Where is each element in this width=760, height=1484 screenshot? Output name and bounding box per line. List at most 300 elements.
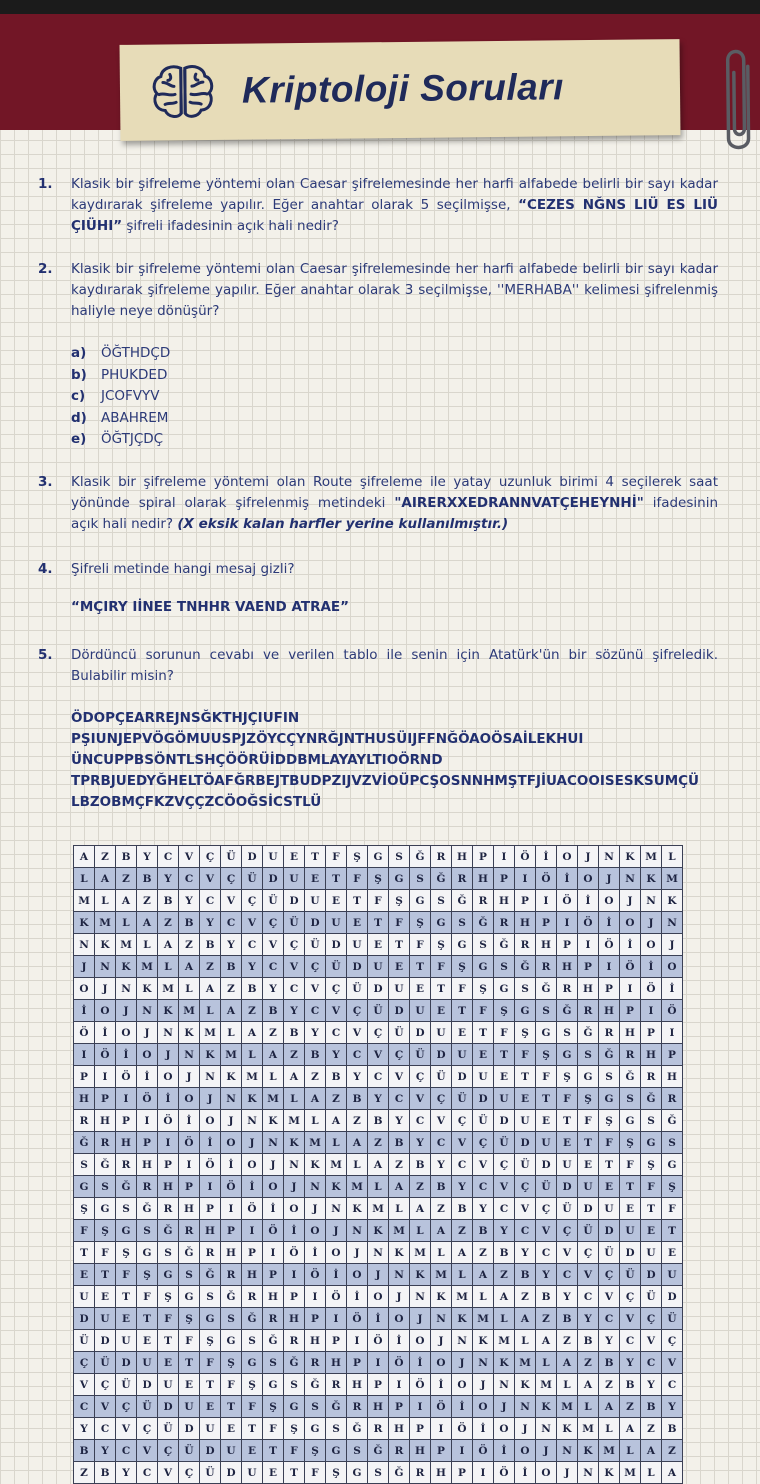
table-cell: T — [158, 1330, 179, 1352]
table-cell: Ç — [641, 1308, 662, 1330]
table-row — [74, 1022, 683, 1044]
table-cell: Ş — [305, 1440, 326, 1462]
table-cell: D — [641, 1264, 662, 1286]
table-cell: F — [305, 1462, 326, 1484]
table-cell: P — [116, 1110, 137, 1132]
table-cell: K — [410, 1264, 431, 1286]
table-cell: K — [221, 1066, 242, 1088]
table-cell: M — [305, 1132, 326, 1154]
table-cell: C — [116, 1440, 137, 1462]
table-cell: E — [473, 1044, 494, 1066]
table-row — [74, 890, 683, 912]
table-cell: E — [179, 1374, 200, 1396]
table-cell: U — [557, 1154, 578, 1176]
table-cell: D — [599, 1220, 620, 1242]
option-letter: c) — [71, 388, 86, 404]
table-cell: T — [515, 1066, 536, 1088]
table-cell: S — [578, 1044, 599, 1066]
table-row — [74, 1264, 683, 1286]
table-cell: Ü — [116, 1374, 137, 1396]
table-cell: Y — [410, 1132, 431, 1154]
table-cell: B — [179, 912, 200, 934]
cipher-line: PŞIUNJEPVÖGÖMUUSPJZÖYCÇYNRĞJNTHUSÜIJFFNĞÖAOÖSAİLEKHUI — [71, 731, 584, 747]
table-cell: Ç — [431, 1088, 452, 1110]
table-cell: E — [557, 1132, 578, 1154]
table-cell: M — [620, 1462, 641, 1484]
table-cell: Ş — [515, 1022, 536, 1044]
table-cell: Y — [200, 912, 221, 934]
table-cell: G — [452, 934, 473, 956]
option-letter: b) — [71, 366, 87, 383]
table-cell: Y — [368, 1088, 389, 1110]
table-cell: F — [368, 890, 389, 912]
table-cell: İ — [263, 1198, 284, 1220]
table-cell: C — [494, 1198, 515, 1220]
table-cell: E — [431, 1000, 452, 1022]
table-cell: R — [305, 1352, 326, 1374]
table-cell: P — [368, 1374, 389, 1396]
table-cell: Ö — [557, 890, 578, 912]
table-cell: P — [494, 868, 515, 890]
table-cell: B — [74, 1440, 95, 1462]
table-cell: L — [662, 846, 683, 868]
table-cell: O — [326, 1242, 347, 1264]
table-cell: K — [368, 1220, 389, 1242]
table-cell: M — [641, 846, 662, 868]
table-cell: T — [473, 1022, 494, 1044]
table-cell: Y — [389, 1110, 410, 1132]
table-cell: V — [662, 1352, 683, 1374]
table-cell: G — [515, 1000, 536, 1022]
table-cell: J — [326, 1220, 347, 1242]
table-cell: R — [410, 1462, 431, 1484]
table-cell: D — [137, 1374, 158, 1396]
table-cell: Ç — [452, 1110, 473, 1132]
table-cell: Ğ — [284, 1352, 305, 1374]
table-cell: E — [368, 934, 389, 956]
table-cell: Ö — [599, 934, 620, 956]
table-cell: A — [221, 1000, 242, 1022]
table-cell: D — [305, 912, 326, 934]
table-cell: D — [389, 1000, 410, 1022]
table-cell: P — [158, 1154, 179, 1176]
table-cell: Ü — [557, 1198, 578, 1220]
cipher-line: ÖDOPÇEARREJNSĞKTHJÇIUFIN — [71, 710, 300, 726]
option-text: ÖĞTHDÇD — [101, 345, 171, 361]
table-cell: A — [95, 868, 116, 890]
table-cell: J — [347, 1242, 368, 1264]
table-cell: A — [431, 1220, 452, 1242]
question-number: 3. — [38, 474, 53, 490]
table-cell: H — [599, 1000, 620, 1022]
question-text: Şifreli metinde hangi mesaj gizli? — [71, 561, 295, 577]
table-cell: V — [536, 1220, 557, 1242]
table-cell: G — [599, 1088, 620, 1110]
table-cell: Ç — [578, 1242, 599, 1264]
question-3 — [38, 472, 718, 535]
table-cell: K — [305, 1154, 326, 1176]
table-cell: Ş — [578, 1088, 599, 1110]
table-cell: T — [368, 912, 389, 934]
table-cell: K — [536, 1396, 557, 1418]
table-cell: N — [557, 1440, 578, 1462]
table-cell: K — [137, 978, 158, 1000]
option-e[interactable] — [71, 429, 170, 451]
table-cell: I — [158, 1132, 179, 1154]
table-cell: L — [410, 1220, 431, 1242]
table-cell: Ç — [95, 1374, 116, 1396]
table-cell: K — [431, 1286, 452, 1308]
table-cell: Ğ — [473, 912, 494, 934]
table-cell: P — [74, 1066, 95, 1088]
table-cell: G — [578, 1066, 599, 1088]
table-cell: N — [620, 868, 641, 890]
table-cell: H — [74, 1088, 95, 1110]
table-cell: Ğ — [368, 1440, 389, 1462]
table-cell: Ş — [95, 1220, 116, 1242]
table-cell: J — [452, 1352, 473, 1374]
table-cell: Ç — [263, 912, 284, 934]
table-cell: G — [662, 1154, 683, 1176]
table-cell: B — [326, 1066, 347, 1088]
table-cell: C — [305, 1000, 326, 1022]
table-cell: O — [200, 1110, 221, 1132]
table-cell: E — [494, 1066, 515, 1088]
table-cell: P — [515, 890, 536, 912]
table-cell: K — [662, 890, 683, 912]
table-cell: R — [200, 1242, 221, 1264]
table-cell: E — [137, 1330, 158, 1352]
table-cell: R — [116, 1154, 137, 1176]
table-cell: Z — [74, 1462, 95, 1484]
table-cell: Y — [263, 978, 284, 1000]
table-cell: S — [368, 1462, 389, 1484]
table-cell: O — [137, 1044, 158, 1066]
table-cell: A — [368, 1154, 389, 1176]
table-cell: H — [116, 1132, 137, 1154]
table-cell: L — [326, 1132, 347, 1154]
table-cell: V — [452, 1132, 473, 1154]
table-cell: H — [221, 1242, 242, 1264]
table-cell: Ç — [536, 1198, 557, 1220]
table-cell: J — [74, 956, 95, 978]
table-row — [74, 1440, 683, 1462]
table-cell: Ğ — [620, 1066, 641, 1088]
table-cell: P — [179, 1176, 200, 1198]
table-cell: K — [515, 1374, 536, 1396]
table-cell: K — [200, 1044, 221, 1066]
table-cell: Ü — [95, 1352, 116, 1374]
table-cell: D — [410, 1022, 431, 1044]
table-cell: B — [452, 1198, 473, 1220]
table-cell: M — [116, 934, 137, 956]
table-cell: M — [242, 1066, 263, 1088]
table-cell: Ö — [368, 1330, 389, 1352]
table-cell: Ö — [452, 1418, 473, 1440]
table-cell: E — [662, 1242, 683, 1264]
table-cell: E — [410, 978, 431, 1000]
table-cell: O — [263, 1176, 284, 1198]
table-cell: G — [326, 1440, 347, 1462]
table-cell: Z — [368, 1132, 389, 1154]
table-cell: N — [284, 1154, 305, 1176]
table-cell: H — [536, 934, 557, 956]
table-cell: U — [326, 912, 347, 934]
table-cell: İ — [662, 978, 683, 1000]
table-cell: H — [347, 1374, 368, 1396]
table-cell: L — [494, 1308, 515, 1330]
table-cell: S — [410, 868, 431, 890]
table-cell: A — [494, 1286, 515, 1308]
table-row — [74, 912, 683, 934]
table-cell: J — [641, 912, 662, 934]
table-cell: S — [473, 934, 494, 956]
table-cell: D — [515, 1132, 536, 1154]
table-cell: U — [347, 934, 368, 956]
table-cell: N — [641, 890, 662, 912]
table-cell: G — [179, 1286, 200, 1308]
table-cell: R — [578, 1000, 599, 1022]
table-cell: D — [536, 1154, 557, 1176]
table-cell: K — [158, 1000, 179, 1022]
table-cell: M — [452, 1286, 473, 1308]
table-cell: Ü — [452, 1088, 473, 1110]
table-cell: P — [200, 1198, 221, 1220]
table-cell: I — [74, 1044, 95, 1066]
table-cell: R — [326, 1374, 347, 1396]
table-cell: S — [662, 1132, 683, 1154]
table-cell: Ö — [515, 846, 536, 868]
table-cell: Z — [158, 912, 179, 934]
table-cell: M — [515, 1352, 536, 1374]
table-cell: O — [158, 1066, 179, 1088]
table-cell: L — [578, 1396, 599, 1418]
table-cell: V — [599, 1286, 620, 1308]
table-cell: Ü — [599, 1242, 620, 1264]
option-letter: a) — [71, 345, 87, 361]
option-letter: d) — [71, 409, 87, 426]
table-cell: P — [431, 1440, 452, 1462]
table-cell: C — [74, 1396, 95, 1418]
option-c[interactable] — [71, 386, 170, 408]
table-cell: T — [431, 978, 452, 1000]
table-cell: Ü — [326, 956, 347, 978]
table-row — [74, 868, 683, 890]
table-cell: F — [158, 1308, 179, 1330]
table-cell: S — [95, 1176, 116, 1198]
table-cell: J — [200, 1088, 221, 1110]
table-cell: E — [641, 1220, 662, 1242]
table-cell: D — [557, 1176, 578, 1198]
table-cell: A — [116, 890, 137, 912]
table-cell: Z — [431, 1198, 452, 1220]
question-suffix: ifadesinin açık hali nedir? — [71, 495, 719, 532]
question-number: 5. — [38, 647, 53, 663]
table-cell: H — [179, 1198, 200, 1220]
table-cell: J — [410, 1308, 431, 1330]
option-a[interactable] — [71, 343, 170, 365]
table-cell: Ç — [662, 1330, 683, 1352]
table-cell: Z — [536, 1308, 557, 1330]
table-cell: U — [179, 1396, 200, 1418]
table-cell: T — [95, 1264, 116, 1286]
table-cell: Ü — [431, 1066, 452, 1088]
question-text: Klasik bir şifreleme yöntemi olan Caesar şifrelemesinde her harfi alfabede belirli bir sayı kadar kaydırarak şifreleme yapılır. Eğer anahtar olarak 5 seçilmişse, — [71, 176, 718, 213]
table-cell: Ş — [620, 1132, 641, 1154]
table-cell: V — [305, 978, 326, 1000]
table-cell: P — [305, 1308, 326, 1330]
brain-icon — [150, 62, 217, 121]
table-cell: T — [410, 956, 431, 978]
table-cell: D — [221, 1462, 242, 1484]
table-cell: J — [536, 1440, 557, 1462]
table-cell: M — [326, 1154, 347, 1176]
table-row — [74, 934, 683, 956]
table-cell: I — [242, 1220, 263, 1242]
table-cell: F — [116, 1264, 137, 1286]
table-cell: Z — [599, 1374, 620, 1396]
table-cell: L — [305, 1110, 326, 1132]
table-cell: J — [263, 1154, 284, 1176]
table-cell: D — [242, 846, 263, 868]
table-cell: H — [158, 1176, 179, 1198]
table-cell: Ç — [599, 1264, 620, 1286]
table-cell: Ü — [641, 1286, 662, 1308]
table-cell: D — [662, 1286, 683, 1308]
table-cell: Y — [305, 1022, 326, 1044]
table-cell: Ğ — [326, 1396, 347, 1418]
table-cell: C — [200, 890, 221, 912]
option-b[interactable] — [71, 365, 170, 387]
table-cell: J — [473, 1374, 494, 1396]
table-cell: C — [137, 1462, 158, 1484]
table-cell: Y — [242, 956, 263, 978]
table-cell: P — [137, 1132, 158, 1154]
table-cell: J — [599, 868, 620, 890]
table-cell: Ü — [74, 1330, 95, 1352]
table-cell: İ — [368, 1308, 389, 1330]
table-cell: Ö — [116, 1066, 137, 1088]
table-cell: İ — [620, 934, 641, 956]
table-cell: K — [620, 846, 641, 868]
table-cell: Ş — [221, 1352, 242, 1374]
table-cell: E — [599, 1176, 620, 1198]
table-cell: H — [494, 890, 515, 912]
table-cell: S — [389, 846, 410, 868]
table-cell: E — [284, 846, 305, 868]
table-cell: V — [221, 890, 242, 912]
table-cell: U — [116, 1330, 137, 1352]
table-cell: V — [263, 934, 284, 956]
question-number: 4. — [38, 561, 53, 577]
table-cell: B — [620, 1374, 641, 1396]
table-cell: Ğ — [179, 1242, 200, 1264]
table-cell: Ş — [158, 1286, 179, 1308]
table-cell: T — [305, 846, 326, 868]
table-cell: I — [578, 934, 599, 956]
table-cell: J — [557, 1462, 578, 1484]
table-cell: M — [578, 1418, 599, 1440]
table-cell: Ö — [473, 1440, 494, 1462]
table-cell: Ü — [620, 1264, 641, 1286]
table-cell: K — [557, 1418, 578, 1440]
table-cell: O — [662, 956, 683, 978]
table-cell: I — [326, 1308, 347, 1330]
table-cell: Y — [494, 1220, 515, 1242]
table-cell: Y — [347, 1066, 368, 1088]
table-cell: T — [641, 1198, 662, 1220]
table-cell: U — [452, 1044, 473, 1066]
table-cell: O — [389, 1308, 410, 1330]
table-row — [74, 1352, 683, 1374]
table-cell: Ğ — [536, 978, 557, 1000]
table-cell: Y — [95, 1440, 116, 1462]
table-row — [74, 1286, 683, 1308]
table-cell: Y — [431, 1154, 452, 1176]
table-cell: L — [95, 890, 116, 912]
table-cell: C — [221, 912, 242, 934]
table-cell: N — [326, 1198, 347, 1220]
table-cell: N — [452, 1330, 473, 1352]
table-cell: B — [158, 890, 179, 912]
table-cell: S — [452, 912, 473, 934]
table-cell: U — [200, 1418, 221, 1440]
table-row — [74, 1308, 683, 1330]
option-d[interactable] — [71, 408, 170, 430]
table-cell: O — [242, 1154, 263, 1176]
table-cell: K — [641, 868, 662, 890]
table-cell: L — [221, 1022, 242, 1044]
table-cell: Y — [536, 1264, 557, 1286]
table-cell: U — [620, 1220, 641, 1242]
table-cell: E — [158, 1352, 179, 1374]
table-cell: I — [368, 1352, 389, 1374]
table-cell: H — [515, 912, 536, 934]
table-cell: İ — [410, 1352, 431, 1374]
table-cell: S — [137, 1220, 158, 1242]
question-number: 2. — [38, 261, 53, 277]
option-text: ÖĞTJÇDÇ — [101, 431, 164, 447]
table-row — [74, 1462, 683, 1484]
table-cell: İ — [515, 1462, 536, 1484]
table-cell: V — [116, 1418, 137, 1440]
table-cell: F — [662, 1198, 683, 1220]
table-cell: Ğ — [515, 956, 536, 978]
table-cell: O — [179, 1088, 200, 1110]
table-cell: Ğ — [74, 1132, 95, 1154]
table-cell: Ğ — [431, 868, 452, 890]
table-cell: Ğ — [557, 1000, 578, 1022]
table-cell: P — [410, 1418, 431, 1440]
table-cell: Ö — [221, 1176, 242, 1198]
table-cell: Y — [662, 1396, 683, 1418]
table-cell: M — [473, 1308, 494, 1330]
table-cell: P — [452, 1462, 473, 1484]
table-cell: Ş — [179, 1308, 200, 1330]
table-cell: P — [662, 1044, 683, 1066]
table-cell: S — [179, 1264, 200, 1286]
cipher-line: ÜNCUPPBSÖNTLSHÇÖÖRÜİDDBMLAYAYLTIOÖRND — [71, 752, 443, 768]
table-cell: Ş — [263, 1396, 284, 1418]
table-cell: R — [599, 1022, 620, 1044]
table-row — [74, 1000, 683, 1022]
table-cell: D — [74, 1308, 95, 1330]
table-cell: S — [494, 956, 515, 978]
table-cell: H — [431, 1462, 452, 1484]
table-cell: I — [305, 1286, 326, 1308]
table-cell: Ç — [494, 1154, 515, 1176]
table-cell: Ğ — [599, 1044, 620, 1066]
